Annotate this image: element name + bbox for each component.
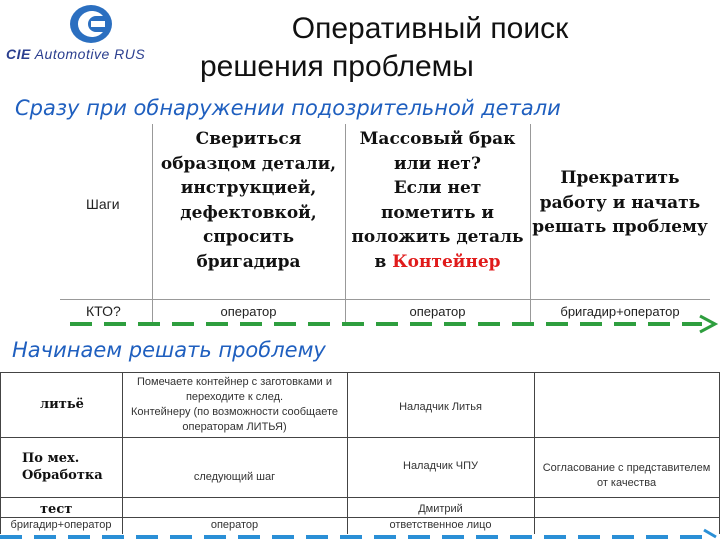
action-line: переходите к след. (185, 391, 284, 403)
step-1-line: инструкцией, (180, 178, 317, 198)
bt-col-line (534, 372, 535, 534)
step-1-line: спросить (202, 227, 295, 247)
extra-line: от качества (596, 477, 657, 489)
row-label-machining (22, 450, 103, 484)
heading-start-solving: Начинаем решать проблему (12, 338, 326, 362)
step-2-line: или нет? (394, 153, 481, 174)
row-label-test: тест (40, 502, 73, 517)
who-step-1: оператор (220, 304, 277, 319)
row-label-casting: литьё (40, 397, 84, 412)
row-2-responsible: Наладчик ЧПУ (403, 460, 478, 472)
step-1-line: образцом детали, (160, 153, 337, 174)
footer-who-2: оператор (210, 519, 259, 531)
bt-border-top (0, 372, 720, 373)
footer-who-1: бригадир+оператор (10, 519, 112, 531)
steps-row-divider (60, 299, 710, 300)
action-line: операторам ЛИТЬЯ) (182, 421, 287, 433)
step-2-prefix: в (374, 251, 393, 272)
step-2-container-line (345, 250, 530, 275)
bt-row-line (0, 497, 720, 498)
step-1-line: дефектовкой, (180, 202, 317, 223)
who-step-2: оператор (409, 304, 466, 319)
step-2-line: пометить и (380, 202, 495, 223)
step-1-line: бригадира (196, 251, 301, 272)
container-red-label: Контейнер (392, 251, 501, 272)
row-1-action (122, 375, 347, 435)
label-line: Обработка (22, 468, 103, 483)
step-3-line: решать проблему (532, 217, 708, 237)
title-line-2: решения проблемы (200, 50, 474, 83)
brand-bold: CIE (6, 46, 31, 62)
bt-row-line (0, 437, 720, 438)
step-2-text (345, 127, 530, 274)
who-step-3: бригадир+оператор (560, 304, 680, 319)
step-3-text (530, 166, 710, 240)
bt-col-line (0, 372, 1, 534)
action-line: Контейнеру (по возможности сообщаете (130, 406, 339, 418)
action-line: Помечаете контейнер с заготовками и (136, 376, 333, 388)
footer-who-3: ответственное лицо (389, 519, 492, 531)
blue-dashed-arrow (0, 528, 720, 540)
row-label-who: КТО? (86, 303, 121, 319)
page-title (200, 10, 620, 86)
row-2-action: следующий шаг (193, 471, 276, 483)
row-3-responsible: Дмитрий (418, 503, 463, 515)
step-1-line: Свериться (195, 129, 302, 149)
brand-rest: Automotive RUS (30, 46, 146, 62)
row-2-extra (534, 461, 719, 491)
responsibility-table (0, 372, 720, 534)
row-1-responsible: Наладчик Литья (399, 401, 482, 413)
row-label-steps: Шаги (86, 196, 120, 212)
extra-line: Согласование с представителем (542, 462, 711, 474)
heading-immediate: Сразу при обнаружении подозрительной детали (15, 96, 561, 120)
step-3-line: работу и начать (539, 192, 701, 213)
green-dashed-arrow (0, 314, 720, 334)
label-line: По мех. (22, 451, 80, 466)
step-2-line: Если нет (393, 178, 482, 198)
cie-logo-icon (68, 4, 114, 44)
step-2-line: Массовый брак (359, 129, 516, 149)
title-line-1: Оперативный поиск (291, 12, 569, 45)
step-3-line: Прекратить (560, 168, 680, 188)
step-1-text (152, 127, 345, 274)
brand-name (6, 46, 145, 62)
step-2-line: положить деталь (351, 227, 524, 247)
